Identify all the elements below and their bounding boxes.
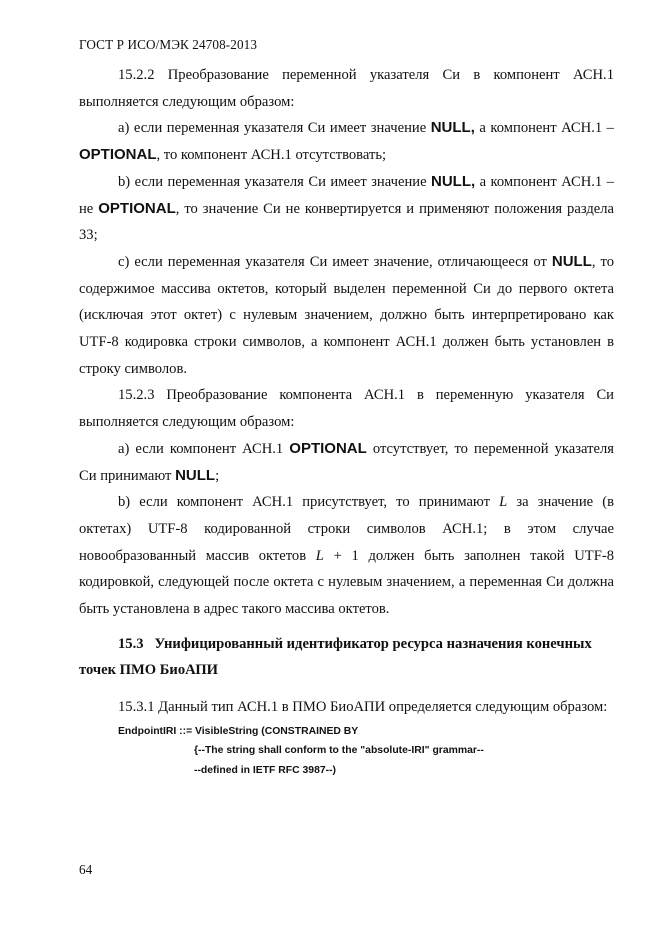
paragraph-15-2-3-a (79, 436, 614, 489)
keyword-optional: OPTIONAL (79, 146, 157, 164)
text-run: , то содержимое массива октетов, который выделен переменной Си до первого октета (исключая этот октет) с нулевым значением, должно быть интерпретировано как UTF-8 кодировка строки символов, а компонент АСН.1 должен быть установлен в строку символов. (79, 253, 614, 377)
section-number: 15.3 (118, 635, 144, 652)
keyword-null: NULL, (431, 172, 476, 190)
keyword-optional: OPTIONAL (98, 199, 176, 217)
document-body (79, 62, 614, 780)
text-run: отсутствует, то переменной указателя Си принимают (79, 440, 614, 484)
asn1-code-block (118, 722, 614, 781)
text-run: b) если переменная указателя Си имеет значение (118, 173, 431, 190)
code-line: --defined in IETF RFC 3987--) (194, 764, 337, 776)
text-run: , то значение Си не конвертируется и применяют положения раздела 33; (79, 200, 614, 244)
paragraph-15-2-3: 15.2.3 Преобразование компонента АСН.1 в переменную указателя Си выполняется следующим образом: (79, 387, 614, 431)
text-run: а) если переменная указателя Си имеет значение (118, 120, 431, 137)
text-run: а компонент АСН.1 – (474, 120, 614, 137)
paragraph-15-3-1: 15.3.1 Данный тип АСН.1 в ПМО БиоАПИ определяется следующим образом: (118, 698, 608, 715)
keyword-null: NULL, (430, 119, 475, 137)
keyword-null: NULL (175, 466, 216, 484)
code-line: EndpointIRI ::= VisibleString (CONSTRAINED BY (118, 725, 359, 737)
paragraph-15-2-2: 15.2.2 Преобразование переменной указателя Си в компонент АСН.1 выполняется следующим образом: (79, 67, 614, 110)
text-run: а компонент АСН.1 – не (79, 173, 614, 217)
variable-l: L (315, 547, 324, 564)
text-run: с) если переменная указателя Си имеет значение, отличающееся от (118, 253, 552, 270)
keyword-optional: OPTIONAL (289, 439, 367, 457)
paragraph-15-2-2-b (79, 169, 614, 249)
text-run: , то компонент АСН.1 отсутствовать; (156, 147, 387, 164)
paragraph-15-2-2-c (79, 249, 614, 383)
text-run: b) если компонент АСН.1 присутствует, то принимают (118, 494, 500, 511)
text-run: ; (215, 467, 220, 484)
variable-l: L (499, 494, 508, 511)
section-title: Унифицированный идентификатор ресурса назначения конечных точек ПМО БиоАПИ (79, 635, 592, 678)
page-number: 64 (79, 862, 93, 877)
paragraph-15-2-3-b (79, 489, 614, 623)
keyword-null: NULL (551, 252, 592, 270)
text-run: + 1 должен быть заполнен такой UTF-8 кодировкой, следующей после октета с нулевым значением, а переменная Си должна быть установлена в адрес такого массива октетов. (79, 547, 614, 618)
text-run: а) если компонент АСН.1 (118, 440, 290, 457)
document-header: ГОСТ Р ИСО/МЭК 24708-2013 (79, 37, 258, 52)
paragraph-15-2-2-a (79, 115, 614, 168)
code-line: {--The string shall conform to the "absolute-IRI" grammar-- (194, 745, 484, 757)
text-run: за значение (в октетах) UTF-8 кодированной строки символов АСН.1; в этом случае новообразованный массив октетов (79, 494, 614, 564)
section-heading (79, 631, 614, 683)
